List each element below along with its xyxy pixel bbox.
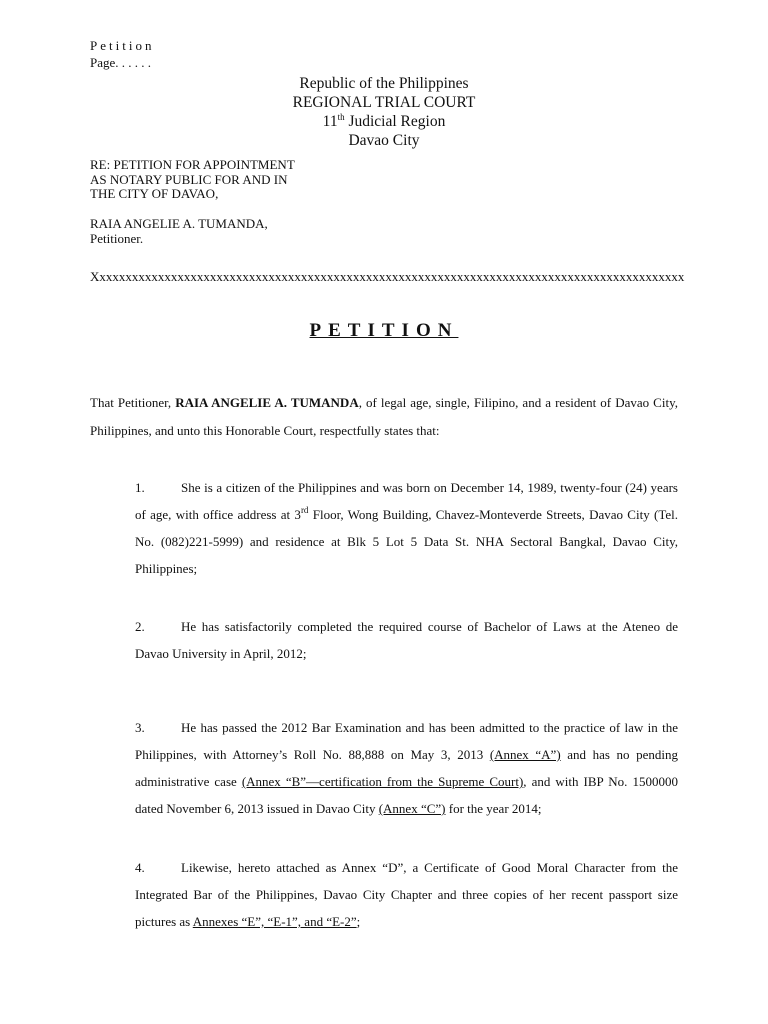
intro-post: , of legal age, single, Filipino, and a resident of Davao City, Philippines, and unto this Honorable Court, respectfully states that:	[90, 395, 678, 438]
annex-c-reference: (Annex “C”)	[378, 801, 446, 816]
paragraph-3-number: 3.	[135, 720, 145, 735]
judicial-region	[0, 112, 768, 131]
paragraph-3-text-a: He has passed the 2012 Bar Examination and has been admitted to the practice of law in the Philippines, with Attorney’s Roll No. 88,888 on May 3, 2013	[135, 720, 678, 762]
paragraph-1-ordinal: rd	[300, 505, 309, 515]
paragraph-4-text-b: ;	[356, 914, 361, 929]
running-header-title: Petition	[90, 38, 155, 53]
paragraph-2-text: He has satisfactorily completed the required course of Bachelor of Laws at the Ateneo de Davao University in April, 2012;	[135, 619, 678, 661]
paragraph-3	[135, 714, 678, 822]
case-caption	[90, 158, 295, 202]
paragraph-3-text-c: , and with IBP No. 1500000 dated November 6, 2013 issued in Davao City	[135, 774, 678, 816]
caption-line-1: RE: PETITION FOR APPOINTMENT	[90, 157, 295, 172]
petitioner-role: Petitioner.	[90, 230, 144, 246]
intro-paragraph	[90, 389, 678, 445]
region-number: 11	[322, 113, 338, 130]
region-ordinal: th	[337, 112, 345, 122]
region-text: Judicial Region	[344, 113, 446, 130]
intro-pre: That Petitioner,	[90, 395, 176, 410]
paragraph-1-text-a: She is a citizen of the Philippines and was born on December 14, 1989, twenty-four (24) years of age, with office address at 3	[135, 480, 678, 522]
paragraph-4	[135, 854, 678, 935]
paragraph-3-text-b: and has no pending administrative case	[135, 747, 678, 789]
republic-line: Republic of the Philippines	[299, 75, 469, 92]
annex-a-reference: (Annex “A”)	[489, 747, 561, 762]
paragraph-2-number: 2.	[135, 619, 145, 634]
caption-line-3: THE CITY OF DAVAO,	[90, 186, 219, 201]
caption-line-2: AS NOTARY PUBLIC FOR AND IN	[90, 171, 288, 187]
paragraph-4-number: 4.	[135, 860, 145, 875]
paragraph-3-text-d: for the year 2014;	[445, 801, 542, 816]
running-header-page: Page. . . . . .	[90, 55, 152, 70]
paragraph-1	[135, 474, 678, 582]
petitioner-block	[90, 217, 268, 246]
intro-petitioner-name: RAIA ANGELIE A. TUMANDA	[175, 395, 359, 410]
separator-line: Xxxxxxxxxxxxxxxxxxxxxxxxxxxxxxxxxxxxxxxxxxxxxxxxxxxxxxxxxxxxxxxxxxxxxxxxxxxxxxxxxxxxxxxxxxx	[90, 269, 685, 284]
paragraph-4-text-a: Likewise, hereto attached as Annex “D”, a Certificate of Good Moral Character from the Integrated Bar of the Philippines, Davao City Chapter and three copies of her recent passport size pictures as	[135, 860, 678, 929]
petitioner-name: RAIA ANGELIE A. TUMANDA,	[90, 216, 268, 231]
paragraph-1-text-b: Floor, Wong Building, Chavez-Monteverde Streets, Davao City (Tel. No. (082)221-5999) and residence at Blk 5 Lot 5 Data St. NHA Sectoral Bangkal, Davao City, Philippines;	[135, 507, 678, 576]
paragraph-2	[135, 613, 678, 667]
document-title: PETITION	[309, 320, 459, 341]
paragraph-1-number: 1.	[135, 480, 145, 495]
annex-e-reference: Annexes “E”, “E-1”, and “E-2”	[192, 914, 357, 929]
court-city: Davao City	[348, 132, 420, 149]
annex-b-reference: (Annex “B”—certification from the Supreme Court)	[241, 774, 524, 789]
court-name: REGIONAL TRIAL COURT	[292, 94, 476, 111]
